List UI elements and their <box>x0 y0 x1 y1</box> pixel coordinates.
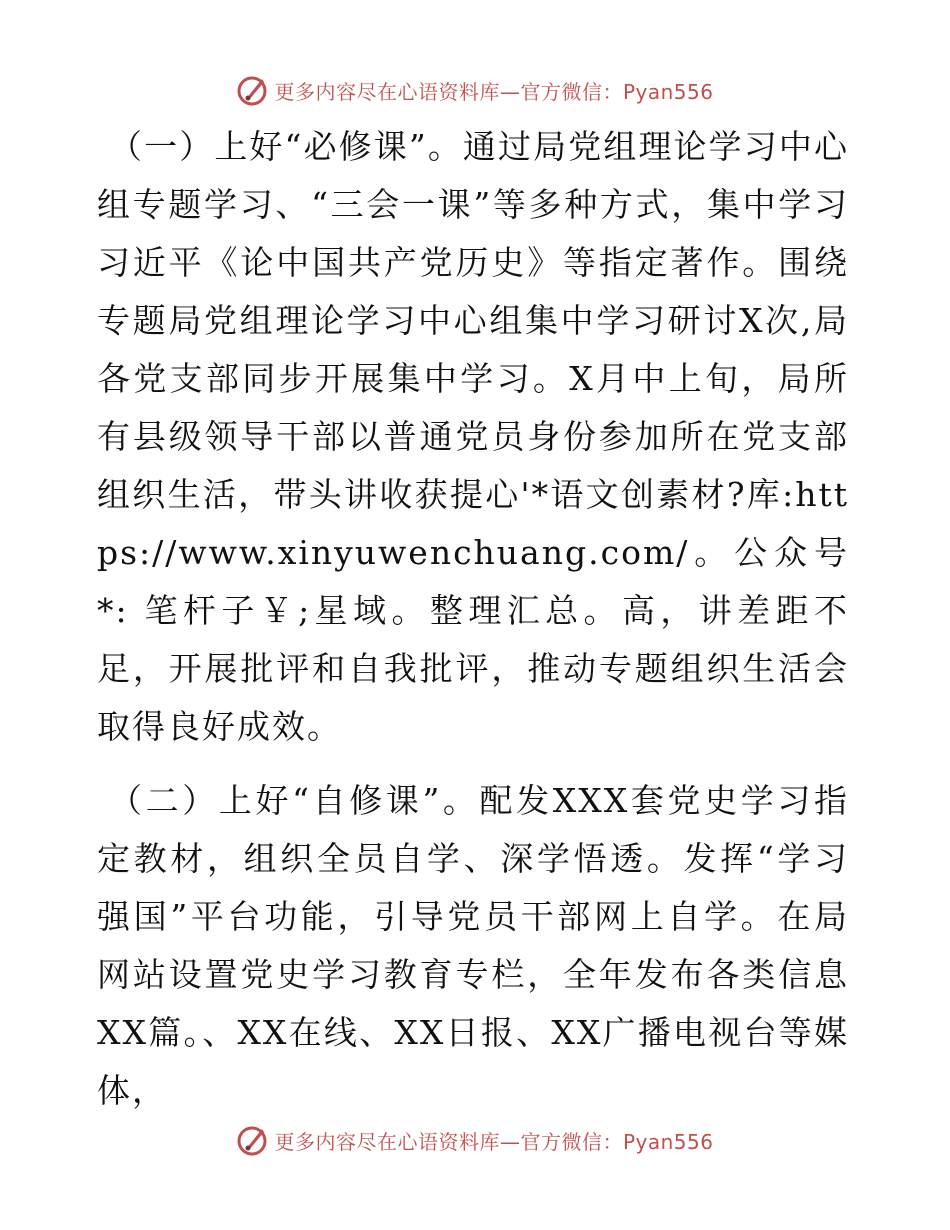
header-watermark <box>0 70 950 110</box>
quill-logo-icon <box>236 73 270 107</box>
quill-logo-icon <box>236 1123 270 1157</box>
watermark-text: 更多内容尽在心语资料库—官方微信：Pyan556 <box>274 1129 714 1154</box>
paragraph-1: （一）上好“必修课”。通过局党组理论学习中心组专题学习、“三会一课”等多种方式，集中学习习近平《论中国共产党历史》等指定著作。围绕专题局党组理论学习中心组集中学习研讨X次,局各党支部同步开展集中学习。X月中上旬，局所有县级领导干部以普通党员身份参加所在党支部组织生活，带头讲收获提心'*语文创素材?库:https://www.xinyuwenchuang.com/。公众号*: 笔杆子￥;星域。整理汇总。高，讲差距不足，开展批评和自我批评，推动专题组织生活会取得良好成效。 <box>97 127 849 746</box>
document-body <box>97 118 849 1120</box>
footer-watermark <box>0 1120 950 1160</box>
watermark-text: 更多内容尽在心语资料库—官方微信：Pyan556 <box>274 79 714 104</box>
paragraph-2: （二）上好“自修课”。配发XXX套党史学习指定教材，组织全员自学、深学悟透。发挥“学习强国”平台功能，引导党员干部网上自学。在局网站设置党史学习教育专栏，全年发布各类信息XX篇。、XX在线、XX日报、XX广播电视台等媒体， <box>97 781 849 1110</box>
